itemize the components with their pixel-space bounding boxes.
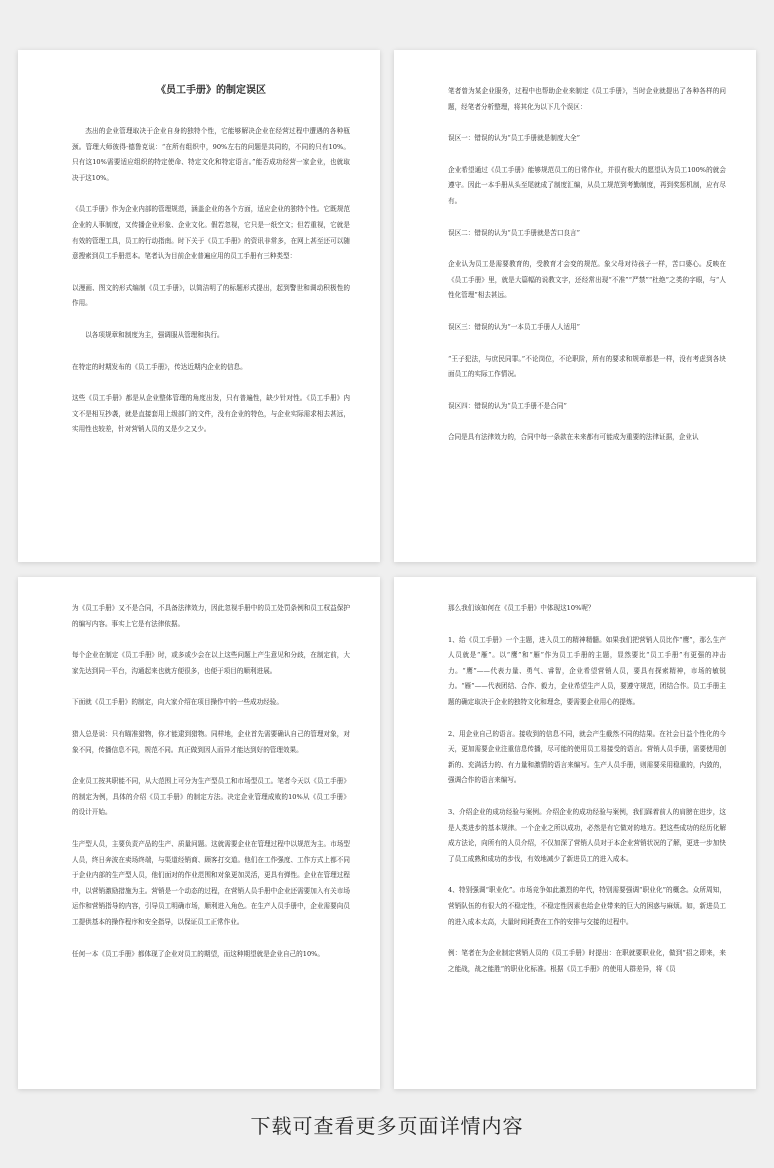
paragraph: 猎人总是说：只有瞄准猎物，你才能逮到猎物。同样地，企业首先需要确认自己的管理对象，对象不同，传播信息不同，规范不同。真正做到因人而异才能达到好的管理效果。 [72,729,350,754]
document-title: 《员工手册》的制定误区 [156,85,266,96]
paragraph: 每个企业在制定《员工手册》时，或多或少会在以上这些问题上产生意见和分歧，在制定前，大家先达到同一平台，沟通起来也就方便很多，也便于项目的顺利进展。 [72,651,350,675]
document-page-4 [394,577,756,1089]
paragraph: 1、给《员工手册》一个主题，进入员工的精神精髓。如果我们把营销人员比作“鹰”，那么生产人员就是“雁”。以“鹰”和“雁”作为员工手册的主题，显然要比“员工手册”有更强的冲击力。“鹰”——代表力量、勇气、睿智，企业希望营销人员，要具有探索精神，市场的敏锐力。“雁”——代表团结、合作、毅力，企业希望生产人员，要遵守规范，团结合作。员工手册主题的确定取决于企业的独特文化和理念，要需要企业用心的提炼。 [448,635,726,706]
document-page-2 [394,50,756,562]
paragraph: 下面就《员工手册》的制定，向大家介绍在项目操作中的一些成功经验。 [72,698,283,707]
paragraph: 3、介绍企业的成功经验与案例。介绍企业的成功经验与案例，我们踩着前人的肩膀在进步，这是人类进步的基本规律。一个企业之所以成功，必然是有它做对的地方。把这些成功的经历化解成方法论，向所有的人员介绍，不仅加深了营销人员对于本企业营销状况的了解，更进一步加快了员工成熟和成功的步伐，有效地减少了新进员工的进入成本。 [448,807,726,863]
paragraph: 合同是具有法律效力的，合同中每一条款在未来都有可能成为重要的法律证据，企业认 [448,433,699,442]
paragraph: 以漫画、图文的形式编制《员工手册》，以简洁明了的标题形式提出，起到警世和调动积极性的作用。 [72,283,350,308]
paragraph: 笔者曾为某企业服务，过程中也帮助企业来制定《员工手册》，当时企业就提出了各种各样的问题，经笔者分析整理，将其化为以下几个误区： [448,87,726,111]
paragraph: “王子犯法，与庶民同罪。”不论岗位，不论职阶，所有的要求和规章都是一样，没有考虑到各块面员工的实际工作情况。 [448,354,726,379]
section-heading: 误区二：错误的认为“员工手册就是苦口良言” [448,228,581,237]
paragraph: 这些《员工手册》都是从企业整体管理的角度出发，只有普遍性，缺少针对性。《员工手册》内文不是相互抄袭，就是直接套用上级部门的文件，没有企业的特色，与企业实际需求相去甚远，实用性也较差，针对营销人员的又是少之又少。 [72,394,350,434]
download-more-caption: 下载可查看更多页面详情内容 [250,1114,524,1138]
paragraph: 企业认为员工是需要教育的，受教育才会变的规范。象父母对待孩子一样，苦口婆心。反映在《员工手册》里，就是大篇幅的说教文字，还经常出现“不准”“严禁”“杜绝”之类的字眼，与“人性化管理”相去甚远。 [448,260,726,300]
paragraph: 为《员工手册》又不是合同，不具备法律效力，因此忽视手册中的员工处罚条例和员工权益保护的编写内容。事实上它是有法律依据。 [72,604,350,628]
paragraph: 企业希望通过《员工手册》能够规范员工的日常作业，并很有极大的愿望认为员工100%的就会遵守。因此一本手册从头至尾就成了制度汇编，从员工规范到考勤制度，再到奖惩机制，应有尽有。 [448,165,726,205]
paragraph: 生产型人员，主要负责产品的生产、质量问题。这就需要企业在管理过程中以规范为主。市场型人员，终日奔波在卖场终端，与渠道经销商、顾客打交道。他们在工作强度、工作方式上都不同于企业内部的生产型人员，他们面对的作业范围和对象更加灵活，更具有弹性。企业在管理过程中，以营销激励措施为主。营销是一个动态的过程，在营销人员手册中企业还需要加入有关市场运作和营销指导的内容，引导员工明确市场，顺利进入角色。在生产人员手册中，企业需要向员工提供基本的操作程序和安全指导，以保证员工正常作业。 [72,839,350,926]
section-heading: 误区一：错误的认为“员工手册就是制度大全” [448,134,581,143]
document-page-3 [18,577,380,1089]
paragraph: 2、用企业自己的语言。接收到的信息不同，就会产生截然不同的结果。在社会日益个性化的今天，更加需要企业注重信息传播，尽可能的使用员工易接受的语言。营销人员手册，需要使用创新的、充满活力的、有力量和激情的语言来编写。生产人员手册，则需要采用稳重的，内敛的，强调合作的语言来编写。 [448,729,726,785]
section-heading: 误区四：错误的认为“员工手册不是合同” [448,401,567,410]
paragraph: 以各项规章和制度为主，强调服从管理和执行。 [85,330,224,339]
paragraph: 例：笔者在为企业制定营销人员的《员工手册》时提出：在职就要职业化，做到“招之即来，来之能战，战之能胜”的职业化标准。根据《员工手册》的使用人群差异，将《员 [448,949,726,973]
paragraph: 在特定的时期发布的《员工手册》，传达近期内企业的信息。 [72,362,247,371]
paragraph: 杰出的企业管理取决于企业自身的独特个性，它能够解决企业在经营过程中遭遇的各种瓶颈。管理大师彼得·德鲁克说：“在所有组织中，90%左右的问题是共同的，不同的只有10%。只有这10%需要适应组织的特定使命、特定文化和特定语言。”能否成功经营一家企业，也就取决于这10%。 [72,127,350,182]
section-heading: 误区三：错误的认为“一本员工手册人人适用” [448,322,581,331]
paragraph: 任何一本《员工手册》都体现了企业对员工的期望，而这种期望就是企业自己的10%。 [72,949,325,958]
paragraph: 企业员工按其职能不同，从大范围上可分为生产型员工和市场型员工。笔者今天以《员工手册》的制定为例，具体的介绍《员工手册》的制定方法。决定企业管理成败的10%从《员工手册》的设计开始。 [72,777,350,817]
paragraph: 《员工手册》作为企业内部的管理规范，涵盖企业的各个方面，适应企业的独特个性。它既规范企业的人事制度，又传播企业形象、企业文化。假若忽视，它只是一纸空文；但若重视，它就是有效的管理工具，员工的行动指南。时下关于《员工手册》的资讯非常多，在网上甚至还可以随意搜索到员工手册范本。笔者认为目前企业普遍应用的员工手册有三种类型： [72,205,350,261]
paragraph: 4、特别强调“职业化”。市场竞争如此激烈的年代，特别需要强调“职业化”的概念。众所周知，营销队伍的有很大的不稳定性，不稳定性因素也给企业带来的巨大的困惑与麻烦。如，新进员工的进入成本太高，大量时间耗费在工作的安排与交接的过程中。 [448,886,726,926]
paragraph: 那么我们该如何在《员工手册》中体现这10%呢？ [448,604,595,612]
document-page-1 [18,50,380,562]
